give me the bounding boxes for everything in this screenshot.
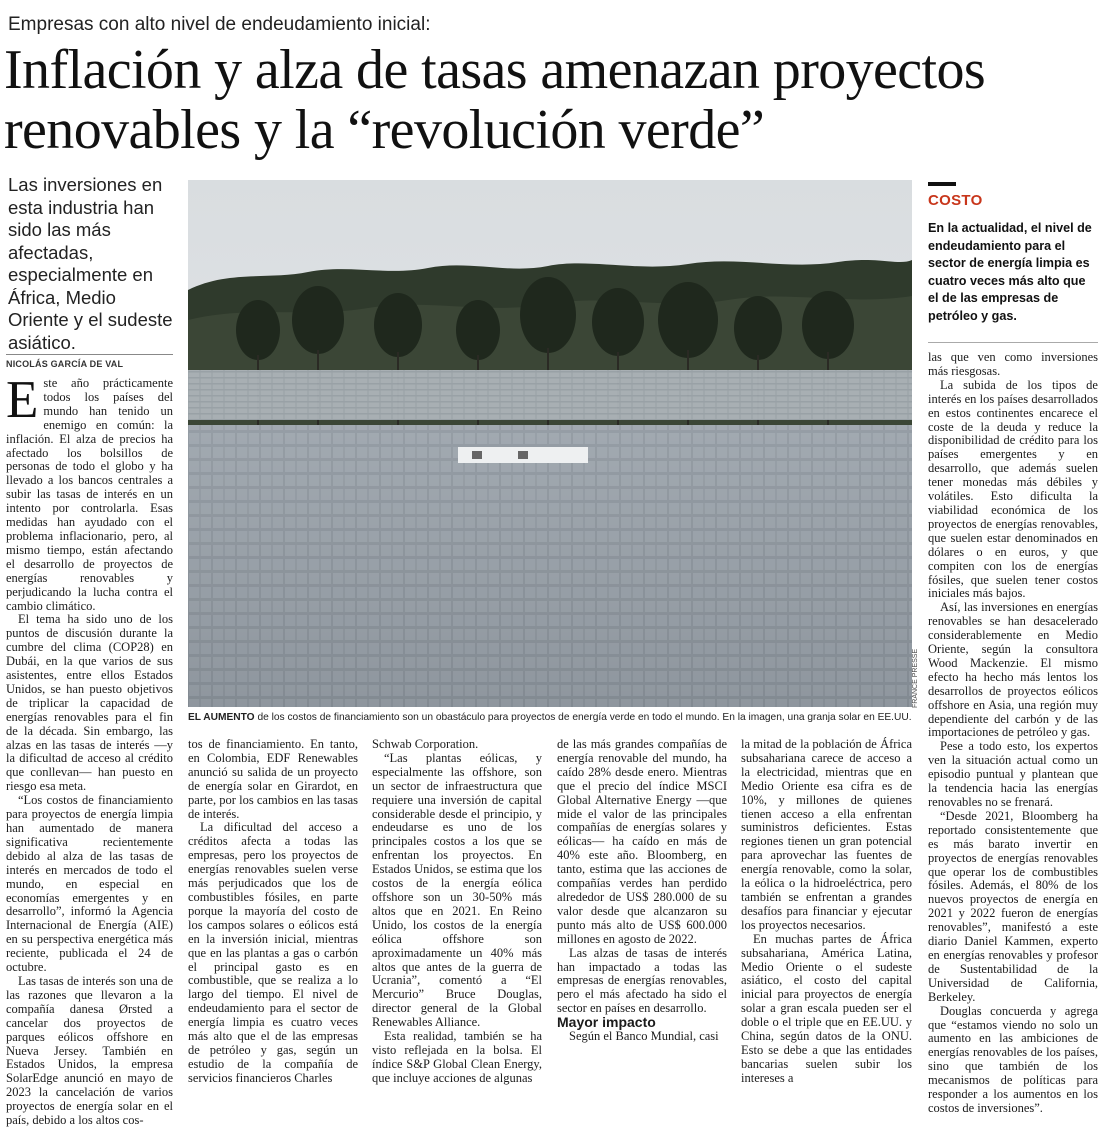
paragraph: ste año prácticamente todos los países del mundo han tenido un enemigo en común: la inflación. El alza de precios ha afectado los bolsillos de personas de todo el globo y ha llevado a los bancos centrales a subir las tasas de interés en un intento por controlarla. Esas medidas han ayudado con el problema inflacionario, pero, al mismo tiempo, están afectando el desarrollo de proyectos de energías renovables y perjudicando la lucha contra el cambio climático. [6,376,173,613]
paragraph: El tema ha sido uno de los puntos de discusión durante la cumbre del clima (COP28) en Dubái, en la que varios de sus asistentes, entre ellos Estados Unidos, se han puesto objetivos de triplicar la capacidad de energías renovables para el fin de la década. Sin embargo, las alzas en las tasas de interés —y la dificultad de acceso al crédito que conllevan— han puesto en riesgo esa meta. [6,612,173,794]
article-column-6 [928,350,1098,1115]
paragraph: tos de financiamiento. En tanto, en Colombia, EDF Renewables anunció su salida de un proyecto de energía solar en Girardot, en parte, por los cambios en las tasas de interés. [188,737,358,821]
sidebar-rule [928,182,956,186]
sidebar-divider [928,342,1098,343]
paragraph: Las alzas de tasas de interés han impactado a todas las empresas de energías renovables, pero el más afectado ha sido el sector en países en desarrollo. [557,945,727,1016]
headline-line-2: renovables y la “revolución verde” [4,99,765,161]
headline-line-1: Inflación y alza de tasas amenazan proyectos [4,39,986,101]
article-column-1 [6,371,173,1128]
paragraph: Pese a todo esto, los expertos ven la situación actual como un episodio puntual y plantean que la tendencia hacia las energías renovables no se frenará. [928,739,1098,809]
paragraph: Las tasas de interés son una de las razones que llevaron a la compañía danesa Ørsted a cancelar dos proyectos de parques eólicos offshore en Nueva Jersey. También en Estados Unidos, la empresa SolarEdge anunció en mayo de 2023 la cancelación de varios proyectos de energía solar en el país, debido a los altos cos- [6,973,173,1128]
sidebar-highlight: En la actualidad, el nivel de endeudamiento para el sector de energía limpia es cuatro veces más alto que el de las empresas de petróleo y gas. [928,221,1092,323]
paragraph: Así, las inversiones en energías renovables se han desacelerado considerablemente en Medio Oriente, según la consultora Wood Mackenzie. El mismo efecto ha hecho más lentos los desarrollos de proyectos eólicos offshore en Asia, una región muy dependiente del carbón y de las importaciones de petróleo y gas. [928,600,1098,740]
paragraph: Según el Banco Mundial, casi [569,1029,719,1044]
paragraph: Schwab Corporation. [372,737,479,751]
paragraph: la mitad de la población de África subsahariana carece de acceso a la electricidad, mientras que en Medio Oriente esa cifra es de 10%, y millones de quienes tienen acceso a ella enfrentan suministros deficientes. Estas regiones tienen un gran potencial para aprovechar las fuentes de energía renovable, como la solar, la eólica o la hidroeléctrica, pero también se enfrentan a grandes desafíos para financiar y ejecutar los proyectos necesarios. [741,737,912,932]
paragraph: En muchas partes de África subsahariana, América Latina, Medio Oriente o el sudeste asiático, el costo del capital inicial para proyectos de energía solar a gran escala pueden ser el doble o el triple que en EE.UU. y China, según datos de la ONU. Esto se debe a que las entidades bancarias suelen subir los intereses a [741,931,912,1085]
article-column-2 [188,737,358,1085]
paragraph: “Desde 2021, Bloomberg ha reportado consistentemente que es más barato invertir en proyectos de energías renovables que operar los de combustibles fósiles. Además, el 80% de los nuevos proyectos de energía en 2021 y 2022 fueron de energías renovables”, manifestó a este diario Daniel Kammen, experto en energías renovables y profesor de Sustentabilidad de la Universidad de California, Berkeley. [928,808,1098,1004]
paragraph: “Las plantas eólicas, y especialmente las offshore, son un sector de infraestructura que requiere una inversión de capital considerable desde el principio, y endeudarse es uno de los principales costos a los que se enfrentan los proyectos. En Estados Unidos, se estima que los costos de la energía eólica offshore son un 30-50% más altos que en 2021. En Reino Unido, los costos de la energía eólica offshore son aproximadamente un 40% más altos que antes de la guerra de Ucrania”, comentó a “El Mercurio” Bruce Douglas, director general de la Global Renewables Alliance. [372,750,542,1030]
paragraph: Esta realidad, también se ha visto reflejada en la bolsa. El índice S&P Global Clean Energy, que incluye acciones de algunas [372,1029,542,1085]
article-column-4 [557,738,727,1068]
dropcap: E [6,371,39,429]
lead-paragraph: Las inversiones en esta industria han sido las más afectadas, especialmente en África, Medio Oriente y el sudeste asiático. [8,174,173,353]
article-column-5 [741,737,912,1085]
paragraph: Douglas concuerda y agrega que “estamos viendo no solo un aumento en las ambiciones de energías renovables de los países, sino que también de los mecanismos de políticas para responder a los aumentos en los costos de inversiones”. [928,1003,1098,1115]
sidebar-label: COSTO [928,192,983,209]
headline [4,40,1094,160]
paragraph: las que ven como inversiones más riesgosas. [928,350,1098,378]
paragraph: La dificultad del acceso a créditos afecta a todas las empresas, pero los proyectos de energías renovables suelen verse más perjudicados que los de combustibles fósiles, en parte porque la mayoría del costo de los campos solares o eólicos está en la inversión inicial, mientras que en las plantas a gas o carbón el principal gasto es en combustible, que se realiza a lo largo del tiempo. El nivel de endeudamiento para el sector de energía limpia es cuatro veces más alto que el de las empresas de petróleo y gas, según un estudio de la compañía de servicios financieros Charles [188,820,358,1085]
caption-text: de los costos de financiamiento son un obastáculo para proyectos de energía verde en todo el mundo. En la imagen, una granja solar en EE.UU. [254,712,912,723]
solar-farm-photo [188,180,912,707]
kicker: Empresas con alto nivel de endeudamiento inicial: [8,14,431,35]
photo-credit: FRANCE PRESSE [912,648,919,708]
subhead-mayor-impacto: Mayor impacto [557,1014,656,1031]
paragraph: “Los costos de financiamiento para proyectos de energía limpia han aumentado de manera significativa recientemente debido al alza de las tasas de interés en mercados de todo el mundo, en especial en economías emergentes y en desarrollo”, informó la Agencia Internacional de Energía (AIE) en su perspectiva energética más reciente, publicada el 24 de octubre. [6,793,173,975]
caption-label: EL AUMENTO [188,712,255,723]
photo-caption [188,711,918,724]
paragraph: La subida de los tipos de interés en los países desarrollados en estos continentes encarece el coste de la deuda y reduce la disponibilidad de crédito para los países emergentes y en desarrollo, que además suelen tener monedas más débiles y volátiles. Esto dificulta la viabilidad económica de los proyectos de energías renovables, que suelen estar denominados en dólares o en euros, y que compiten con los de energías fósiles, que suelen tener costos iniciales más bajos. [928,377,1098,601]
byline: NICOLÁS GARCÍA DE VAL [6,354,173,369]
article-column-3 [372,737,542,1085]
paragraph: de las más grandes compañías de energía renovable del mundo, ha caído 28% desde enero. Mientras que el precio del índice MSCI Global Alternative Energy —que mide el valor de las principales compañías de energías solares y eólicas— ha caído en más de 40% este año. Bloomberg, en tanto, estima que las acciones de compañías verdes han perdido alrededor de US$ 280.000 de su valor desde que alcanzaron su punto más alto de US$ 600.000 millones en agosto de 2022. [557,737,727,946]
